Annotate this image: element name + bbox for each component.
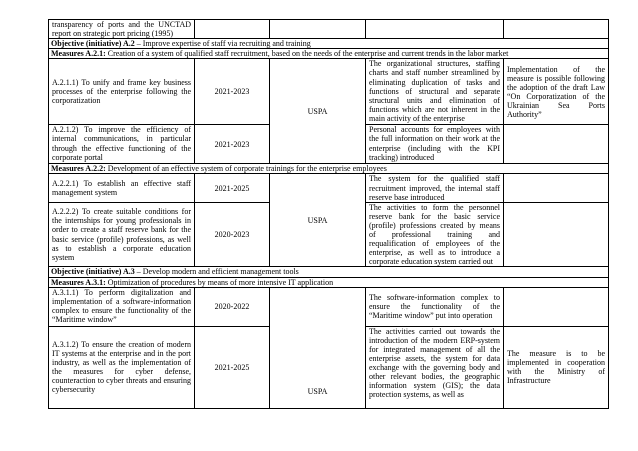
result-cell: The organizational structures, staffing charts and staff number streamlined by eliminating duplication of tasks and functions of structural and separate structural units and elimination of functions which are not inherent in the main activity of the enterprise	[366, 59, 504, 125]
measures-group-row	[49, 49, 609, 59]
objective-label: Objective (initiative) A.2	[51, 39, 135, 49]
measures-label: Measures A.3.1:	[51, 277, 106, 287]
period-cell: 2021-2025	[195, 326, 270, 408]
result-cell: The activities to form the personnel reserve bank for the basic service (profile) professions created by means of professional training and requalification of employees of the enterprise, as well as to introduce a corporate education system carried out	[366, 202, 504, 267]
measure-cell: A.3.1.1) To perform digitalization and implementation of a software-information complex to ensure the functionality of the “Maritime window”	[49, 287, 195, 326]
objective-label: Objective (initiative) A.3	[51, 267, 135, 277]
result-cell: The activities carried out towards the introduction of the modern ERP-system for integrated management of all the enterprise assets, the system for data exchange with the governing body and other relevant bodies, the geographic information system (GIS); the data protection systems, as well as	[366, 326, 504, 408]
executor-cell	[270, 20, 366, 39]
measures-a22-cell	[49, 164, 609, 174]
period-cell: 2021-2023	[195, 125, 270, 164]
measures-label: Measures A.2.1:	[51, 49, 106, 59]
measures-text: Development of an effective system of corporate trainings for the enterprise employees	[105, 164, 387, 174]
note-cell	[504, 125, 609, 164]
measures-a21-cell	[49, 49, 609, 59]
measure-cell: transparency of ports and the UNCTAD report on strategic port pricing (1995)	[49, 20, 195, 39]
measures-text: Optimization of procedures by means of more intensive IT application	[105, 277, 334, 287]
table-row	[49, 174, 609, 202]
note-cell	[504, 287, 609, 326]
executor-cell: USPA	[270, 174, 366, 267]
period-cell: 2020-2023	[195, 202, 270, 267]
measures-table	[48, 19, 609, 409]
measure-cell: A.2.2.1) To establish an effective staff management system	[49, 174, 195, 202]
period-cell: 2021-2025	[195, 174, 270, 202]
measure-cell: A.2.2.2) To create suitable conditions for the internships for young professionals in order to create a staff reserve bank for the basic service (profile) professions, as well as to establish a corporate education system	[49, 202, 195, 267]
measure-cell: A.3.1.2) To ensure the creation of modern IT systems at the enterprise and in the port industry, as well as the implementation of the measures for cyber defense, counteraction to cyber threats and ensuring cybersecurity	[49, 326, 195, 408]
measures-a31-cell	[49, 277, 609, 287]
period-cell: 2021-2023	[195, 59, 270, 125]
executor-cell: USPA	[270, 287, 366, 408]
note-cell: The measure is to be implemented in cooperation with the Ministry of Infrastructure	[504, 326, 609, 408]
table-row	[49, 59, 609, 125]
objective-row	[49, 267, 609, 277]
result-cell: The system for the qualified staff recruitment improved, the internal staff reserve base introduced	[366, 174, 504, 202]
measures-group-row	[49, 164, 609, 174]
result-cell: Personal accounts for employees with the full information on their work at the enterprise (including with the KPI tracking) introduced	[366, 125, 504, 164]
note-cell: Implementation of the measure is possible following the adoption of the draft Law “On Corporatization of the Ukrainian Sea Ports Authority”	[504, 59, 609, 125]
note-cell	[504, 202, 609, 267]
objective-text: – Develop modern and efficient management tools	[134, 267, 299, 277]
period-cell: 2020-2022	[195, 287, 270, 326]
table-row	[49, 20, 609, 39]
measures-label: Measures A.2.2:	[51, 164, 106, 174]
period-cell	[195, 20, 270, 39]
objective-a2-cell	[49, 39, 609, 49]
measure-cell: A.2.1.2) To improve the efficiency of internal communications, in particular through the effective functioning of the corporate portal	[49, 125, 195, 164]
objective-a3-cell	[49, 267, 609, 277]
note-cell	[504, 20, 609, 39]
result-cell: The software-information complex to ensure the functionality of the “Maritime window” put into operation	[366, 287, 504, 326]
measures-group-row	[49, 277, 609, 287]
objective-row	[49, 39, 609, 49]
objective-text: – Improve expertise of staff via recruiting and training	[134, 39, 311, 49]
measure-cell: A.2.1.1) To unify and frame key business processes of the enterprise following the corporatization	[49, 59, 195, 125]
strategy-table-page	[48, 19, 608, 409]
executor-cell: USPA	[270, 59, 366, 164]
result-cell	[366, 20, 504, 39]
note-cell	[504, 174, 609, 202]
table-row	[49, 287, 609, 326]
measures-text: Creation of a system of qualified staff recruitment, based on the needs of the enterprise and current trends in the labor market	[105, 49, 509, 59]
